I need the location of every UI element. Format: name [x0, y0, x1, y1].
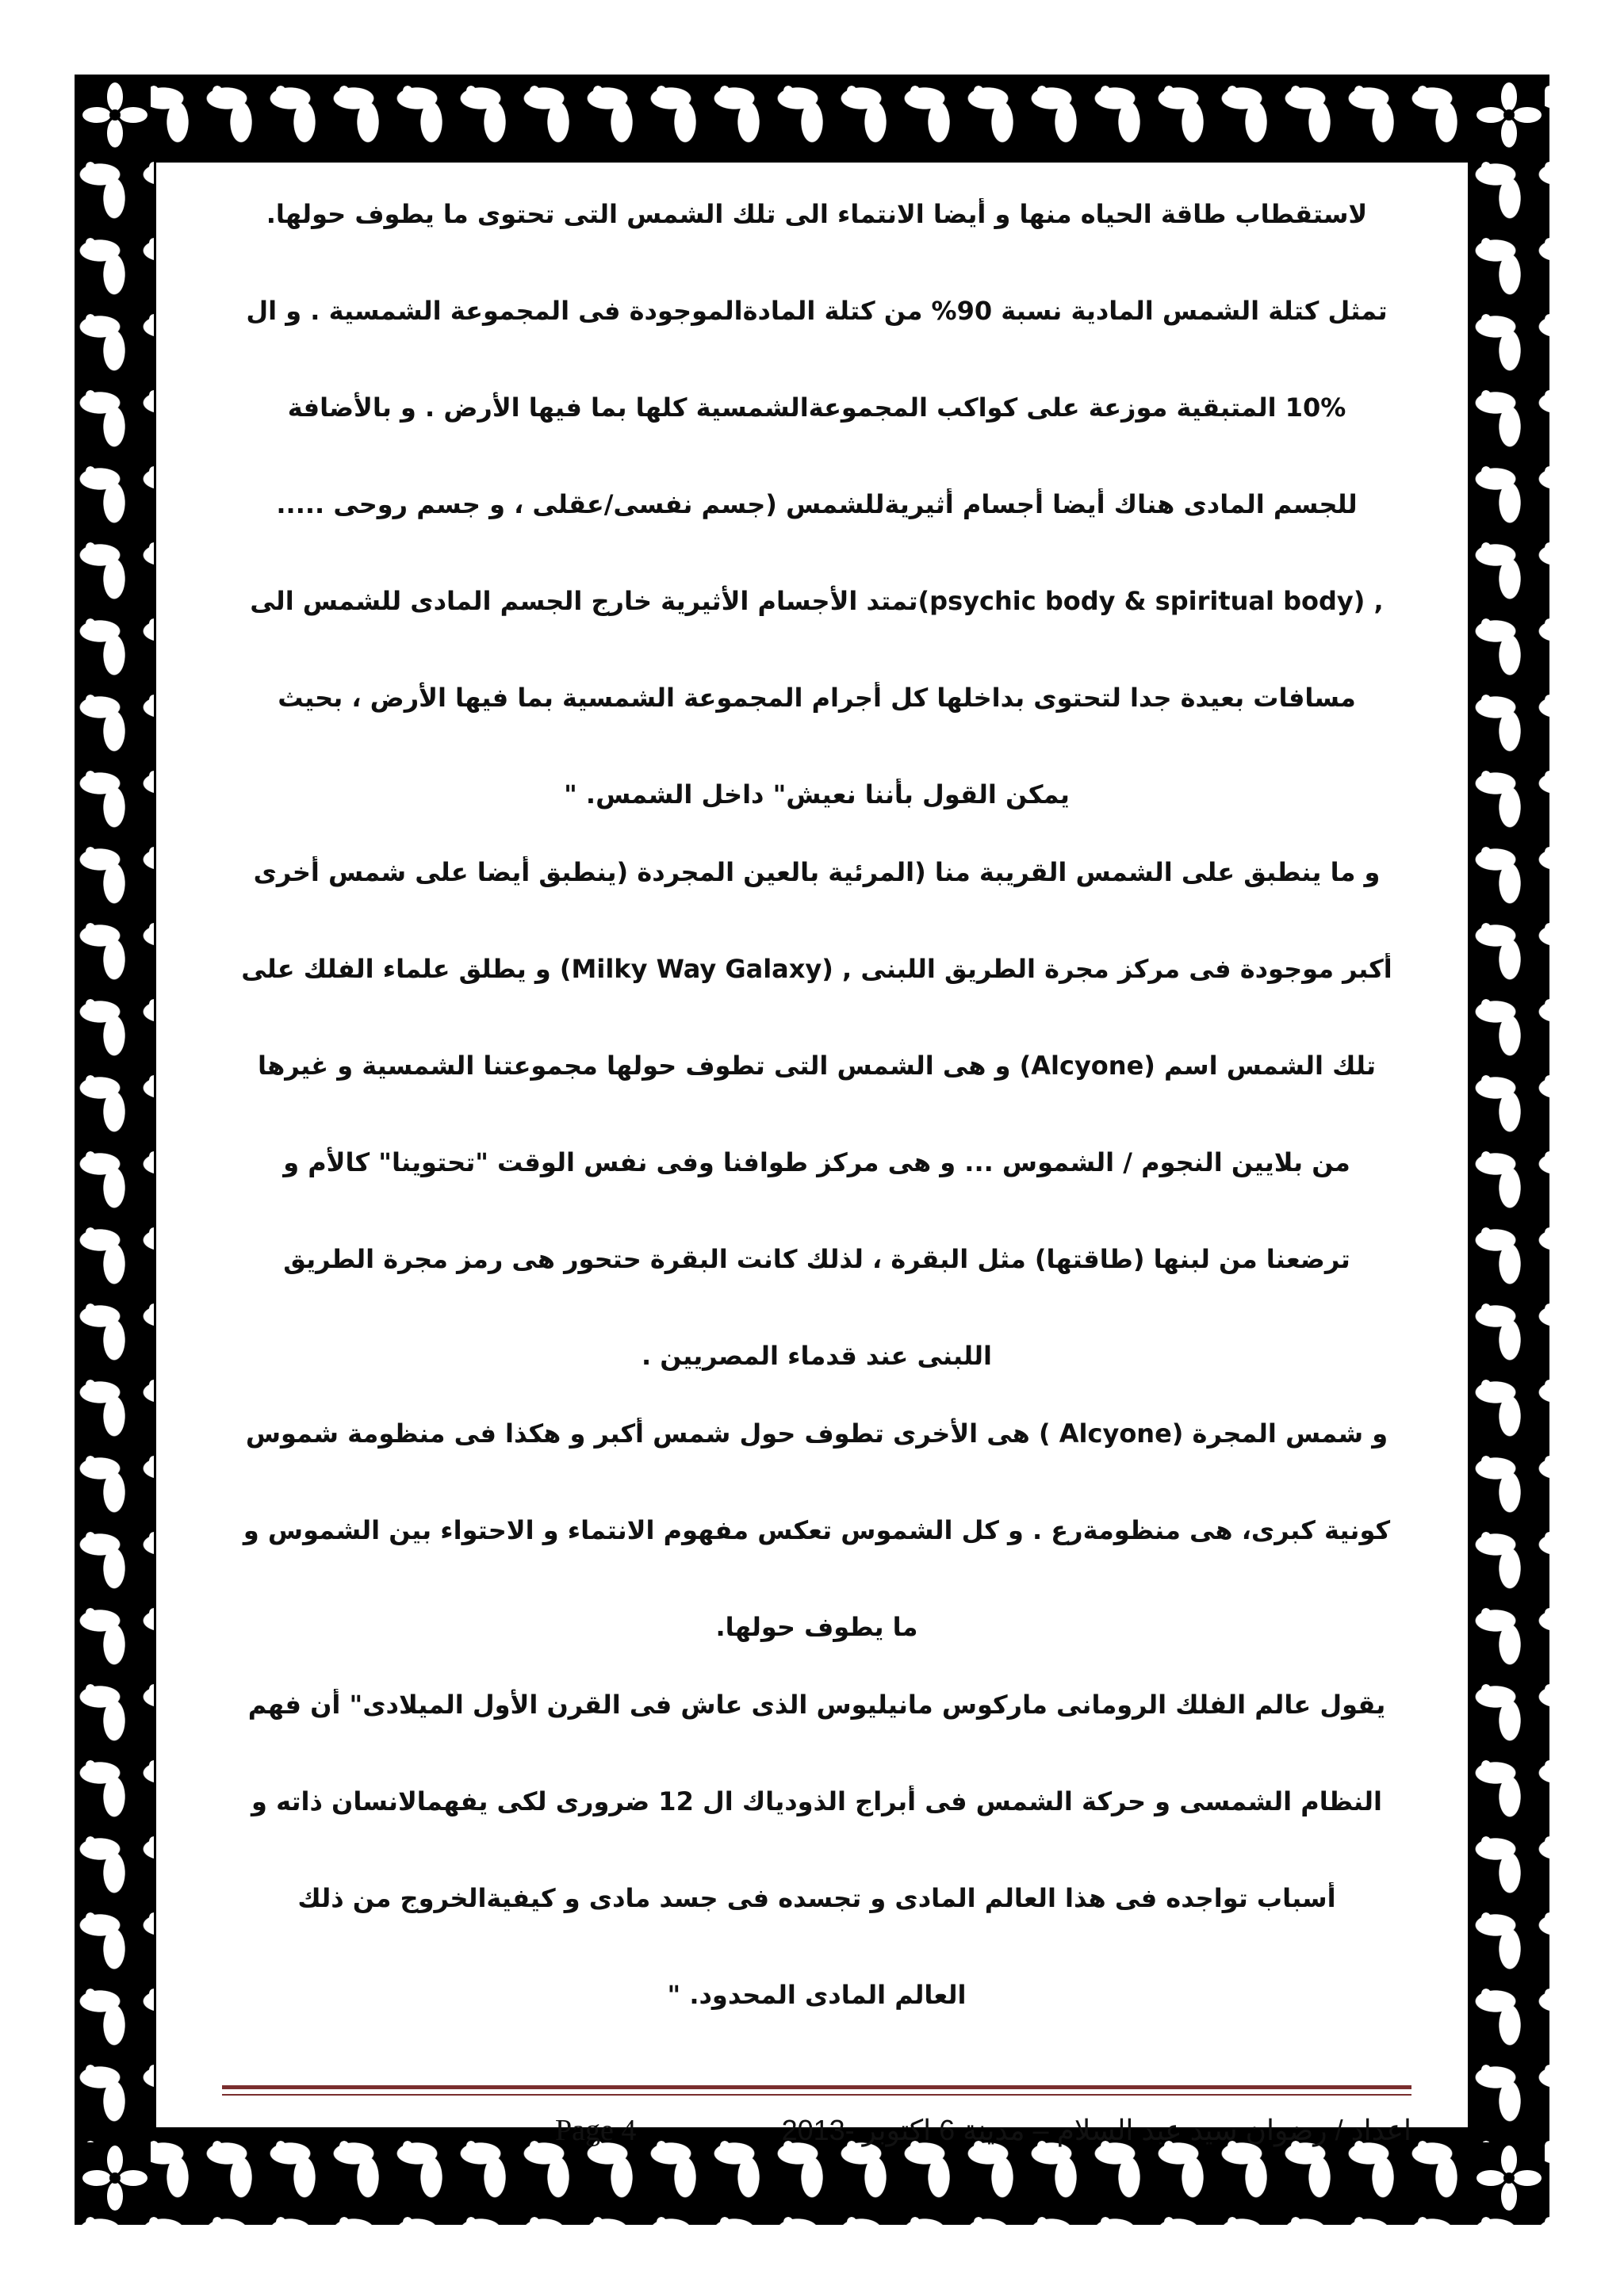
text-line: اللبنى عند قدماء المصريين . [641, 1341, 993, 1371]
text-line: يمكن القول بأننا نعيش" داخل الشمس. " [564, 779, 1070, 810]
text-line: من بلايين النجوم / الشموس ... و هى مركز طوافنا وفى نفس الوقت "تحتوينا" كالأم و [283, 1147, 1350, 1177]
body-text [226, 198, 1408, 2076]
footer-divider [222, 2094, 1411, 2096]
flower-corner-icon [1473, 79, 1545, 151]
text-line: مسافات بعيدة جدا لتحتوى بداخلها كل أجرام المجموعة الشمسية بما فيها الأرض ، بحيث [278, 683, 1356, 713]
page-number: Page 4 [555, 2114, 637, 2147]
flower-corner-icon [1473, 2142, 1545, 2214]
text-line: أكبر موجودة فى مركز مجرة الطريق اللبنى , (Milky Way Galaxy) و يطلق علماء الفلك على [241, 954, 1392, 984]
footer-divider [222, 2085, 1411, 2089]
footer-credit: اعداد / رضوان سيد عبد السلام – مدينة 6 اكتوبر -2013 [781, 2114, 1411, 2146]
text-line: تلك الشمس اسم (Alcyone) و هى الشمس التى تطوف حولها مجموعتنا الشمسية و غيرها [258, 1051, 1376, 1081]
text-line: يقول عالم الفلك الرومانى ماركوس مانيليوس الذى عاش فى القرن الأول الميلادى" أن فهم [247, 1690, 1386, 1720]
text-line: , (psychic body & spiritual body)تمتد الأجسام الأثيرية خارج الجسم المادى للشمس الى [250, 586, 1384, 616]
text-line: ما يطوف حولها. [715, 1612, 918, 1642]
text-line: للجسم المادى هناك أيضا أجسام أثيريةللشمس (جسم نفسى/عقلى ، و جسم روحى ..... [276, 489, 1358, 519]
flower-corner-icon [79, 79, 151, 151]
text-line: أسباب تواجده فى هذا العالم المادى و تجسده فى جسد مادى و كيفيةالخروج من ذلك [297, 1883, 1336, 1913]
text-line: العالم المادى المحدود. " [667, 1980, 967, 2010]
text-line: و ما ينطبق على الشمس القريبة منا (المرئية بالعين المجردة (ينطبق أيضا على شمس أخرى [253, 857, 1381, 887]
text-line: ترضعنا من لبنها (طاقتها) مثل البقرة ، لذلك كانت البقرة حتحور هى رمز مجرة الطريق [283, 1244, 1350, 1274]
text-line: لاستقطاب طاقة الحياه منها و أيضا الانتماء الى تلك الشمس التى تحتوى ما يطوف حولها. [266, 199, 1368, 229]
text-line: تمثل كتلة الشمس المادية نسبة 90% من كتلة المادةالموجودة فى المجموعة الشمسية . و ال [246, 296, 1388, 326]
text-line: و شمس المجرة (Alcyone ) هى الأخرى تطوف حول شمس أكبر و هكذا فى منظومة شموس [245, 1418, 1388, 1449]
text-line: 10% المتبقية موزعة على كواكب المجموعةالشمسية كلها بما فيها الأرض . و بالأضافة [287, 392, 1346, 423]
page-footer [555, 2111, 1411, 2150]
flower-corner-icon [79, 2142, 151, 2214]
text-line: كونية كبرى، هى منظومةرع . و كل الشموس تعكس مفهوم الانتماء و الاحتواء بين الشموس و [243, 1515, 1391, 1545]
text-line: النظام الشمسى و حركة الشمس فى أبراج الذودياك ال 12 ضرورى لكى يفهمالانسان ذاته و [251, 1786, 1382, 1816]
